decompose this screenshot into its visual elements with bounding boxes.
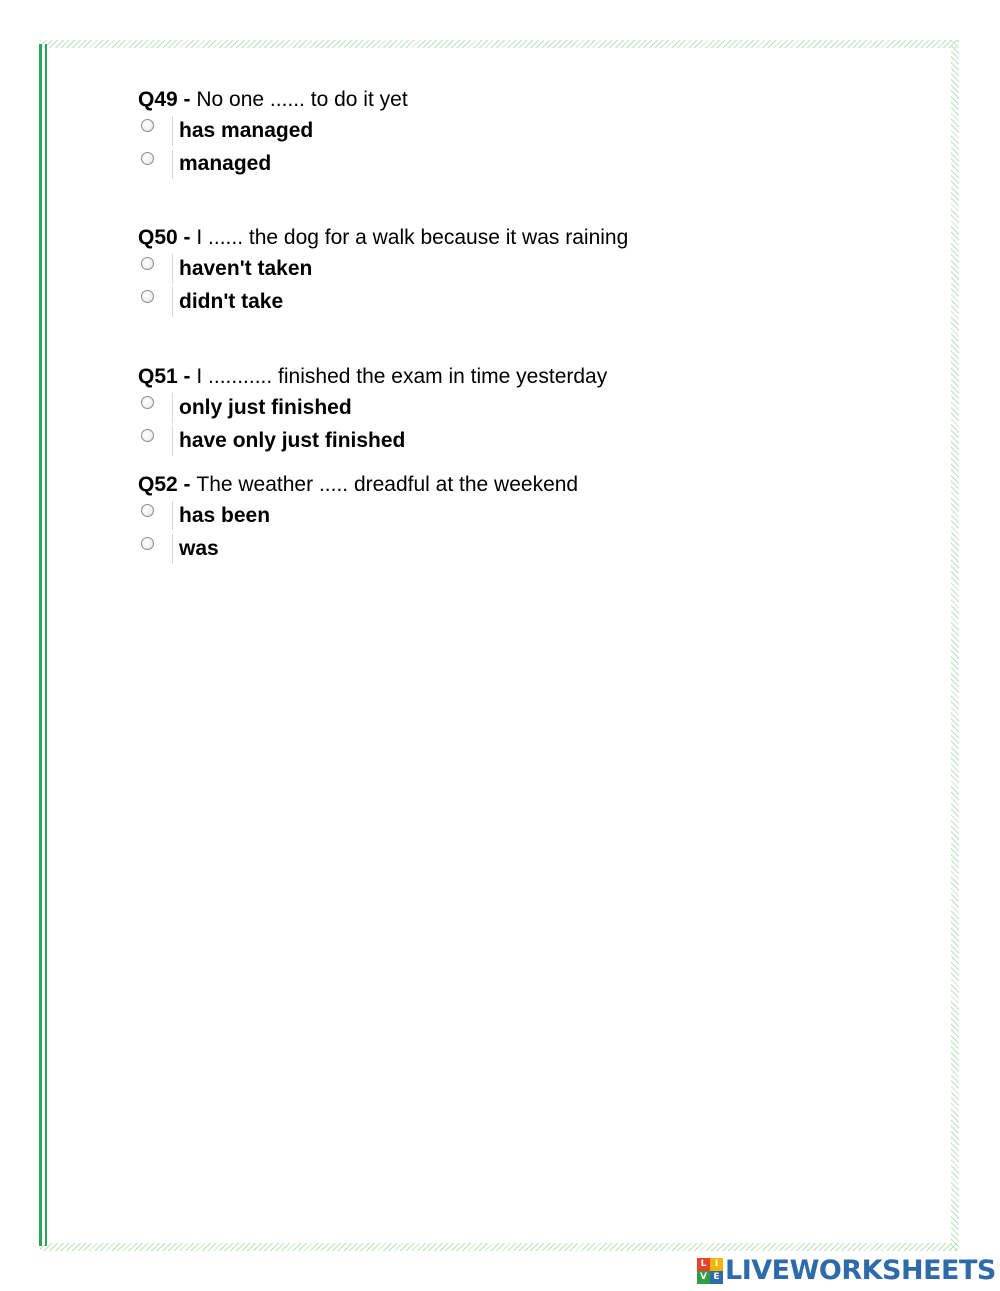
option-label[interactable]: only just finished	[179, 395, 352, 419]
radio-button[interactable]	[141, 504, 154, 517]
option-row[interactable]	[138, 114, 918, 147]
option-divider	[172, 534, 173, 564]
option-divider	[172, 116, 173, 146]
logo-letter: I	[710, 1258, 723, 1271]
option-divider	[172, 393, 173, 423]
question-prompt	[138, 224, 918, 252]
question-number: Q52	[138, 473, 178, 496]
option-label[interactable]: didn't take	[179, 289, 284, 313]
question-text: No one ...... to do it yet	[196, 88, 408, 111]
option-label[interactable]: managed	[179, 151, 272, 175]
option-divider	[172, 287, 173, 317]
brand-wordmark: LIVEWORKSHEETS	[725, 1255, 996, 1286]
option-row[interactable]	[138, 252, 918, 285]
question-text: The weather ..... dreadful at the weekend	[196, 473, 579, 496]
liveworksheets-logo-icon	[697, 1258, 723, 1284]
question-q50	[138, 224, 918, 318]
radio-button[interactable]	[141, 396, 154, 409]
question-q52	[138, 471, 918, 565]
radio-button[interactable]	[141, 429, 154, 442]
option-label[interactable]: has managed	[179, 118, 314, 142]
question-prompt	[138, 471, 918, 499]
question-dash: -	[177, 88, 197, 111]
question-number: Q51	[138, 365, 178, 388]
spacer	[138, 180, 918, 224]
option-label[interactable]: was	[179, 536, 219, 560]
option-row[interactable]	[138, 424, 918, 457]
question-dash: -	[177, 226, 197, 249]
option-divider	[172, 501, 173, 531]
spacer	[138, 457, 918, 471]
spacer	[138, 318, 918, 363]
option-row[interactable]	[138, 391, 918, 424]
radio-button[interactable]	[141, 290, 154, 303]
question-prompt	[138, 363, 918, 391]
radio-button[interactable]	[141, 152, 154, 165]
option-label[interactable]: has been	[179, 503, 271, 527]
page-border-left-inner	[45, 44, 47, 1246]
page-border-right	[951, 40, 959, 1251]
page-border-bottom	[40, 1243, 958, 1251]
logo-letter: V	[697, 1271, 710, 1284]
option-divider	[172, 149, 173, 179]
option-label[interactable]: haven't taken	[179, 256, 313, 280]
option-row[interactable]	[138, 499, 918, 532]
question-number: Q49	[138, 88, 178, 111]
question-q51	[138, 363, 918, 457]
worksheet-content	[138, 86, 918, 565]
option-row[interactable]	[138, 532, 918, 565]
logo-letter: E	[710, 1271, 723, 1284]
page-border-left-outer	[39, 44, 42, 1246]
option-label[interactable]: have only just finished	[179, 428, 406, 452]
option-row[interactable]	[138, 147, 918, 180]
question-q49	[138, 86, 918, 180]
question-dash: -	[177, 365, 197, 388]
radio-button[interactable]	[141, 257, 154, 270]
option-divider	[172, 254, 173, 284]
question-text: I ...... the dog for a walk because it was raining	[196, 226, 629, 249]
logo-letter: L	[697, 1258, 710, 1271]
option-row[interactable]	[138, 285, 918, 318]
question-number: Q50	[138, 226, 178, 249]
radio-button[interactable]	[141, 119, 154, 132]
liveworksheets-branding	[697, 1257, 996, 1285]
question-dash: -	[177, 473, 197, 496]
question-text: I ........... finished the exam in time yesterday	[196, 365, 608, 388]
radio-button[interactable]	[141, 537, 154, 550]
page-border-top	[40, 40, 958, 48]
question-prompt	[138, 86, 918, 114]
option-divider	[172, 426, 173, 456]
